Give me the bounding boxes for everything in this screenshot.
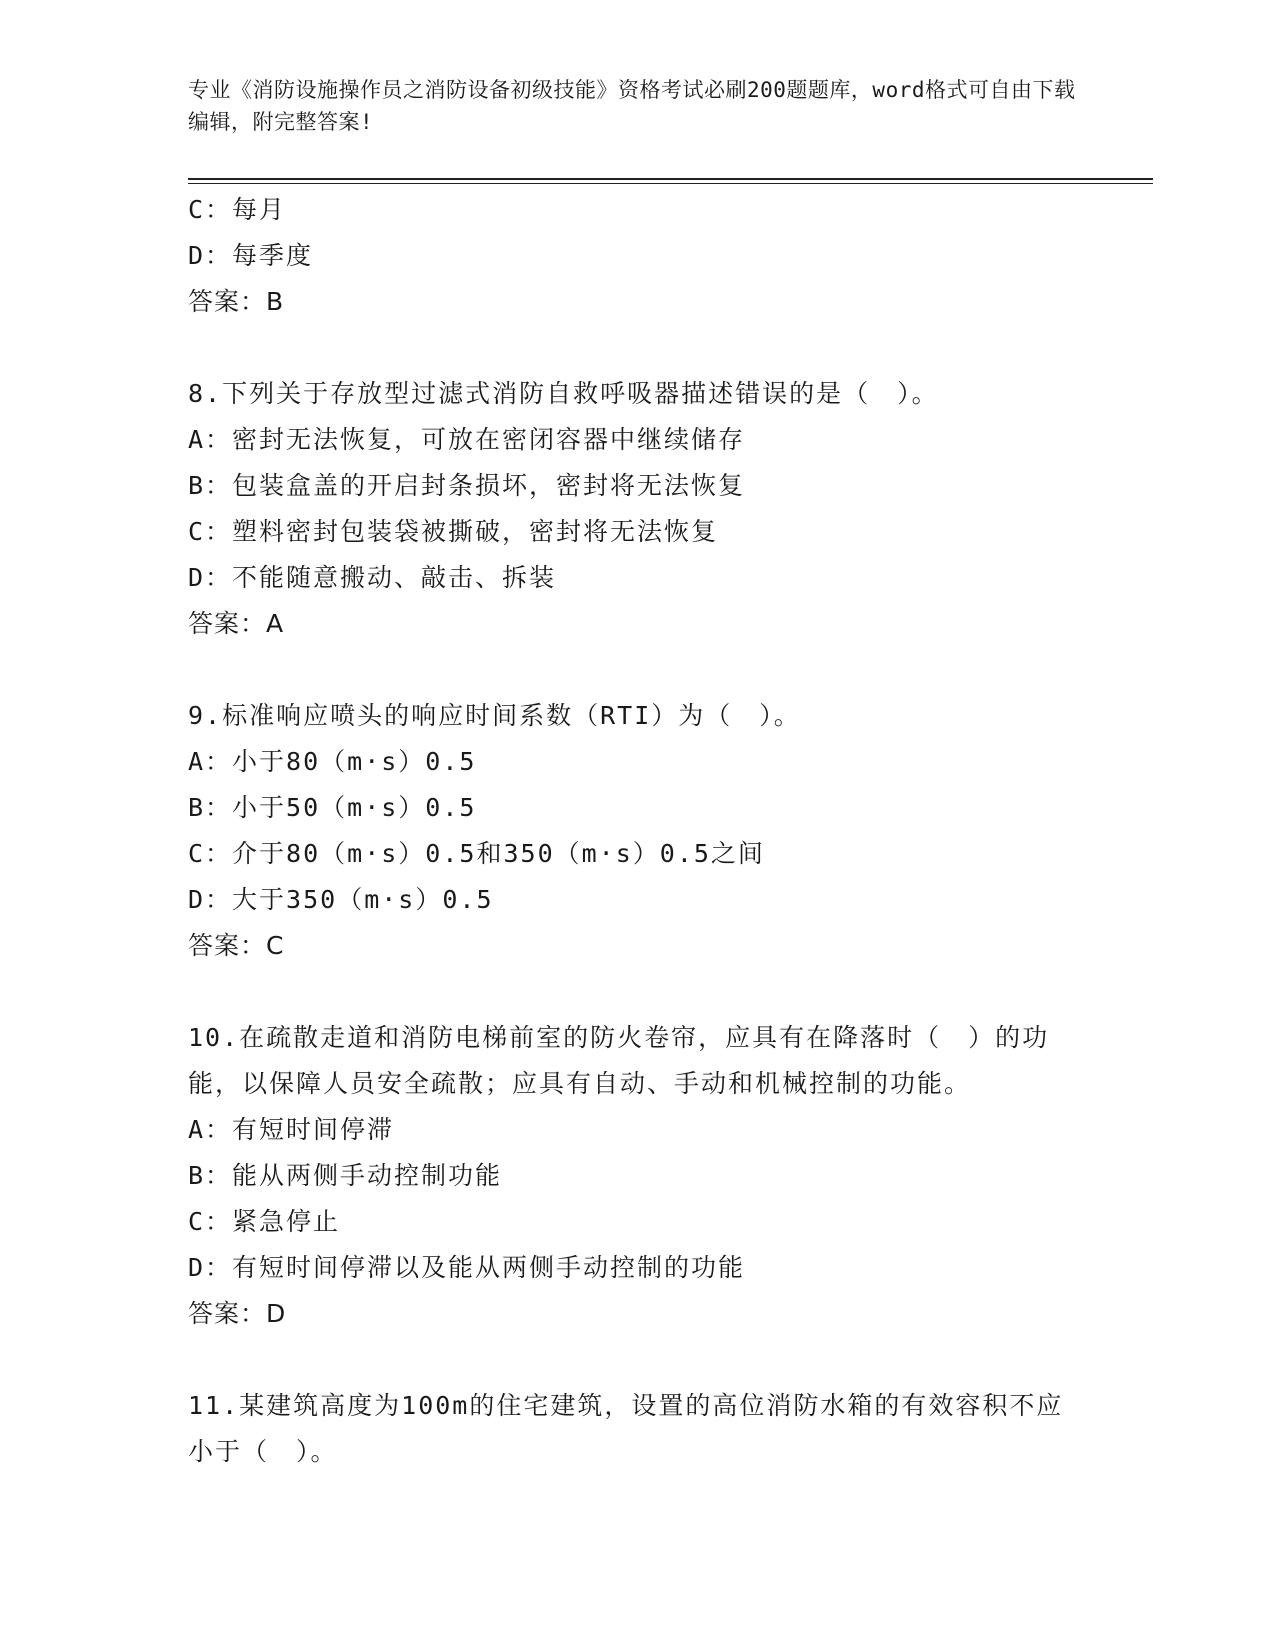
- question-text: 11.某建筑高度为100m的住宅建筑，设置的高位消防水箱的有效容积不应小于（ ）。: [188, 1391, 1064, 1466]
- answer-text: 答案：D: [188, 1299, 287, 1328]
- header-divider-thin: [188, 183, 1153, 184]
- question-block-9: [188, 693, 1153, 969]
- answer-text: 答案：C: [188, 931, 285, 960]
- option-b: B：小于50（m·s）0.5: [188, 793, 477, 822]
- spacer: [188, 647, 1153, 693]
- option-d: D：有短时间停滞以及能从两侧手动控制的功能: [188, 1253, 746, 1282]
- option-c: C：介于80（m·s）0.5和350（m·s）0.5之间: [188, 839, 765, 868]
- option-a: A：密封无法恢复，可放在密闭容器中继续储存: [188, 425, 746, 454]
- question-text: 10.在疏散走道和消防电梯前室的防火卷帘，应具有在降落时（ ）的功能，以保障人员安全疏散；应具有自动、手动和机械控制的功能。: [188, 1023, 1050, 1098]
- spacer: [188, 325, 1153, 371]
- option-b: B：包装盒盖的开启封条损坏，密封将无法恢复: [188, 471, 746, 500]
- question-text: 9.标准响应喷头的响应时间系数（RTI）为（ ）。: [188, 701, 801, 730]
- option-a: A：小于80（m·s）0.5: [188, 747, 477, 776]
- option-c: C：每月: [188, 195, 287, 224]
- option-c: C：塑料密封包装袋被撕破，密封将无法恢复: [188, 517, 719, 546]
- spacer: [188, 969, 1153, 1015]
- question-block-7: [188, 187, 1153, 325]
- document-header: 专业《消防设施操作员之消防设备初级技能》资格考试必刷200题题库，word格式可自由下载编辑，附完整答案!: [188, 78, 1076, 134]
- option-d: D：每季度: [188, 241, 314, 270]
- answer-text: 答案：A: [188, 609, 285, 638]
- answer-text: 答案：B: [188, 287, 285, 316]
- question-block-11: [188, 1383, 1153, 1475]
- question-block-10: [188, 1015, 1153, 1337]
- question-text: 8.下列关于存放型过滤式消防自救呼吸器描述错误的是（ ）。: [188, 379, 939, 408]
- option-c: C：紧急停止: [188, 1207, 341, 1236]
- option-d: D：大于350（m·s）0.5: [188, 885, 494, 914]
- option-a: A：有短时间停滞: [188, 1115, 395, 1144]
- question-list: [188, 187, 1153, 1475]
- option-d: D：不能随意搬动、敲击、拆装: [188, 563, 557, 592]
- header-divider: [188, 178, 1153, 180]
- spacer: [188, 1337, 1153, 1383]
- option-b: B：能从两侧手动控制功能: [188, 1161, 503, 1190]
- question-block-8: [188, 371, 1153, 647]
